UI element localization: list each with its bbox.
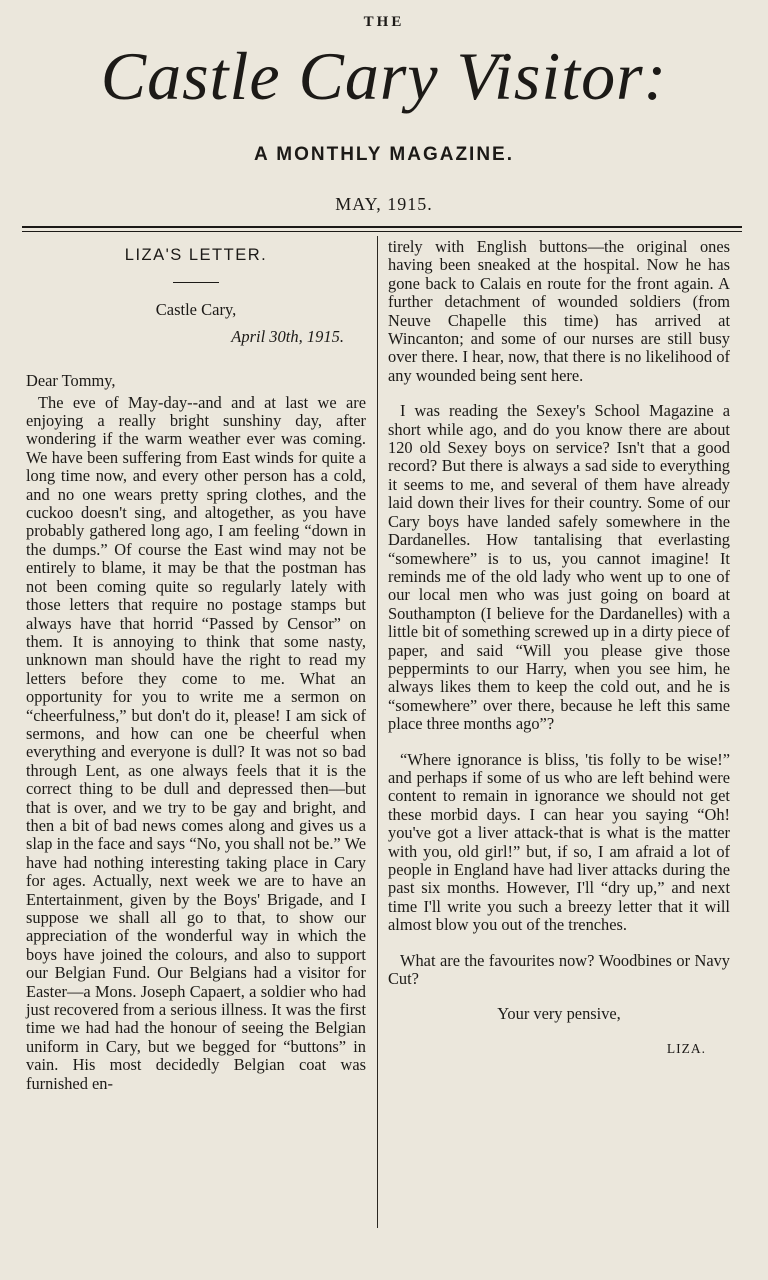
paragraph-4: What are the favourites now? Woodbines or Navy Cut?	[388, 950, 730, 989]
letter-place: Castle Cary,	[155, 300, 237, 320]
salutation: Dear Tommy,	[26, 371, 116, 391]
masthead-subtitle: A MONTHLY MAGAZINE.	[253, 144, 515, 165]
masthead-title: Castle Cary Visitor:	[100, 38, 668, 114]
column-divider	[377, 236, 378, 1228]
letter-closing: Your very pensive,	[497, 1004, 621, 1024]
header-rule-thin	[22, 231, 742, 232]
headline-rule	[173, 282, 219, 283]
header-rule-thick	[22, 226, 742, 228]
article-headline: LIZA'S LETTER.	[124, 246, 268, 264]
left-column	[26, 238, 366, 1093]
paragraph-1-part-1: The eve of May-day--and and at last we are enjoying a really bright sunshiny day, after wondering if the warm weather ever was coming. We have been suffering from East winds for quite a long time now, and every other person has a cold, and no one wears pretty spring clothes, and the cuckoo doesn't sing, and altogether, as you have probably gathered long ago, I am feeling “down in the dumps.” Of course the East wind may not be entirely to blame, it may be that the postman has not been coming quite so regularly lately with those letters that require no postage stamps but always have that horrid “Passed by Censor” on them. It is annoying to think that some nasty, unknown man should have the right to read my letters before they come to me. What an opportunity for you to write me a sermon on “cheerfulness,” but don't do it, please! I am sick of sermons, and how can one be cheerful when everything and everyone is dull? It was not so bad through Lent, as one always feels that it is the correct thing to be dull and depressed then—but that is over, and we try to be gay and bright, and then a bit of bad news comes along and gives us a slap in the face and says “No, you shall not be.” We have had nothing interesting taking place in Cary for ages. Actually, next week we are to have an Entertainment, given by the Boys' Brigade, and I suppose we shall all go to that, to show our appreciation of the wonderful way in which the boys have joined the colours, and also to support our Belgian Fund. Our Belgians had a visitor for Easter—a Mons. Joseph Capaert, a soldier who had just recovered from a serious illness. It was the first time we had had the honour of seeing the Belgian uniform in Cary, but we begged for “buttons” in vain. His most decidedly Belgian coat was furnished en-	[26, 392, 366, 1093]
paragraph-2: I was reading the Sexey's School Magazine a short while ago, and do you know there are about 120 old Sexey boys on service? Isn't that a good record? But there is always a sad side to everything it seems to me, and several of them have already laid down their lives for their country. Some of our Cary boys have landed safely somewhere in the Dardanelles. How tantalising that everlasting “somewhere” is to us, you cannot imagine! It reminds me of the old lady who went up to one of our local men who was just going on board at Southampton (I believe for the Dardanelles) with a little bit of something screwed up in a dirty piece of paper, and said “Will you please give those peppermints to our Harry, when you see him, he always likes them to keep the cold out, and he is “somewhere” over there, because he left this same place three months ago”?	[388, 401, 730, 734]
paragraph-3: “Where ignorance is bliss, 'tis folly to be wise!” and perhaps if some of us who are left behind were content to remain in ignorance we should not get these morbid days. I can hear you saying “Oh! you've got a liver attack-that is what is the matter with you, old girl!” but, if so, I am afraid a lot of people in England have had liver attacks during the past six months. However, I'll “dry up,” and next time I'll write you such a breezy letter that it will almost blow you out of the trenches.	[388, 749, 730, 935]
paragraph-1-part-2: tirely with English buttons—the original ones having been sneaked at the hospital. Now he has gone back to Calais en route for the front again. A further detachment of wounded soldiers (from Neuve Chapelle this time) has arrived at Wincanton; and some of our nurses are still busy over there. I hear, now, that there is no likelihood of any wounded being sent here.	[388, 237, 730, 385]
right-column	[388, 238, 730, 1058]
letter-signature: LIZA.	[666, 1040, 706, 1056]
issue-date: MAY, 1915.	[335, 194, 433, 214]
masthead-the: THE	[363, 14, 405, 30]
letter-date: April 30th, 1915.	[231, 326, 344, 346]
